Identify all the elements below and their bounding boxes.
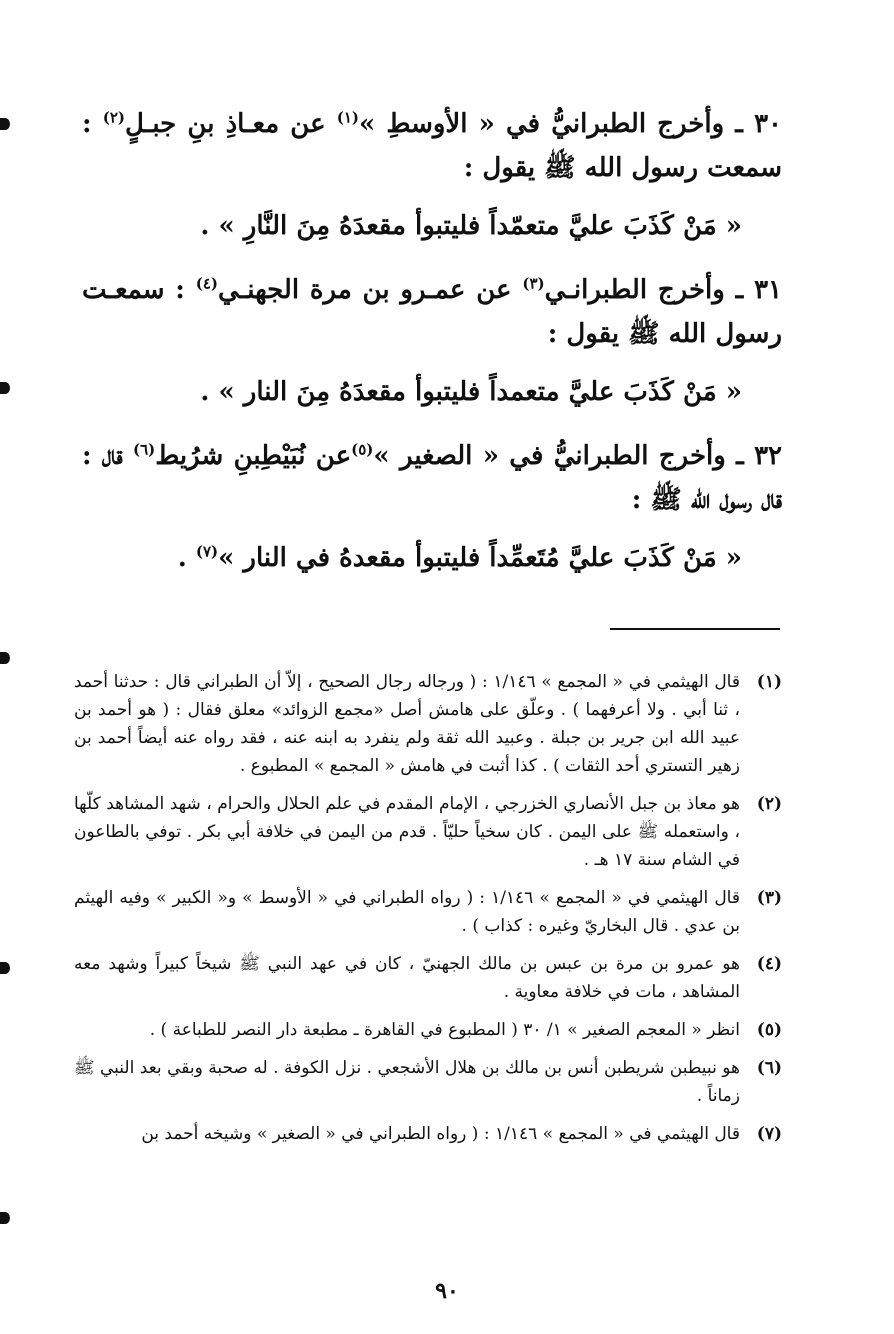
footnote-text: هو معاذ بن جبل الأنصاري الخزرجي ، الإمام المقدم في علم الحلال والحرام ، شهد المشاهد كلّها ، واستعمله ﷺ على اليمن . كان سخياً حليّاً . قدم من اليمن في خلافة أبي بكر . توفي بالطاعون في الشام سنة ١٧ هـ . — [74, 794, 740, 870]
footnote-1 — [74, 668, 782, 780]
hadith-32-narrator: عن نُبَيْطِبنِ شرُيط — [155, 441, 352, 471]
footnote-number: (٢) — [756, 794, 782, 814]
footnote-ref-4[interactable]: (٤) — [195, 274, 218, 293]
hadith-30 — [82, 102, 782, 190]
footnote-5 — [74, 1016, 782, 1044]
margin-mark-3 — [0, 652, 10, 664]
hadith-31-narrator: عن عمـرو بن مرة الجهنـي — [218, 275, 523, 305]
hadith-31-quote: « مَنْ كَذَبَ عليَّ متعمداً فليتبوأ مقعدَهُ مِنَ النار » . — [200, 377, 742, 407]
margin-mark-5 — [0, 1212, 10, 1224]
hadith-32-end: . — [177, 543, 196, 573]
footnote-ref-6[interactable]: (٦) — [132, 440, 156, 459]
hadith-32-tail: قال : قال رسول الله ﷺ : — [82, 441, 782, 515]
margin-mark-2 — [0, 382, 10, 394]
footnote-text: هو عمرو بن مرة بن عبس بن مالك الجهنيّ ، كان في عهد النبي ﷺ شيخاً كبيراً وشهد معه المشاهد ، مات في خلافة معاوية . — [74, 954, 740, 1002]
footnote-6 — [74, 1054, 782, 1110]
hadith-30-quote: « مَنْ كَذَبَ عليَّ متعمّداً فليتبوأ مقعدَهُ مِنَ النَّارِ » . — [200, 211, 742, 241]
footnote-ref-1[interactable]: (١) — [336, 108, 360, 127]
footnote-divider — [610, 628, 780, 630]
footnote-number: (٧) — [756, 1124, 782, 1144]
hadith-32-quote-text: « مَنْ كَذَبَ عليَّ مُتَعمِّداً فليتبوأ مقعدهُ في النار » — [218, 543, 742, 573]
footnote-2 — [74, 790, 782, 874]
footnote-ref-5[interactable]: (٥) — [351, 440, 374, 459]
page-number: ٩٠ — [435, 1278, 459, 1304]
hadith-30-intro: ٣٠ ـ وأخرج الطبرانيُّ في « الأوسطِ » — [359, 109, 782, 139]
hadith-31-tail: : سمعـت رسول الله ﷺ يقول : — [82, 275, 782, 349]
hadith-30-narrator: عن معـاذِ بنِ جبـلٍ — [125, 109, 337, 139]
footnotes — [74, 668, 782, 1158]
footnote-ref-7[interactable]: (٧) — [195, 542, 219, 561]
hadith-32-quote — [82, 536, 782, 580]
footnote-7 — [74, 1120, 782, 1148]
footnote-number: (١) — [756, 672, 782, 692]
hadith-30-tail: : سمعت رسول الله ﷺ يقول : — [82, 109, 782, 183]
footnote-number: (٦) — [756, 1058, 782, 1078]
footnote-number: (٥) — [756, 1020, 782, 1040]
footnote-text: قال الهيثمي في « المجمع » ١/١٤٦ : ( رواه الطبراني في « الصغير » وشيخه أحمد بن — [141, 1124, 740, 1144]
footnote-text: انظر « المعجم الصغير » ١/ ٣٠ ( المطبوع في القاهرة ـ مطبعة دار النصر للطباعة ) . — [149, 1020, 740, 1040]
margin-mark-1 — [0, 118, 10, 130]
footnote-number: (٣) — [756, 888, 782, 908]
hadith-31 — [82, 268, 782, 356]
footnote-ref-3[interactable]: (٣) — [522, 274, 545, 293]
margin-mark-4 — [0, 962, 10, 974]
footnote-4 — [74, 950, 782, 1006]
footnote-text: قال الهيثمي في « المجمع » ١/١٤٦ : ( ورجاله رجال الصحيح ، إلاّ أن الطبراني قال : حدثنا أحمد ، ثنا أبي . ولا أعرفهما ) . وعلّق على هامش أصل «مجمع الزوائد» معلق فقال : ( هو أحمد بن عبيد الله ابن جرير بن جبلة . وعبيد الله ثقة ولم ينفرد به ابنه عنه ، فقد رواه عنه أيضاً أحمد بن زهير التستري أحد الثقات ) . كذا أثبت في هامش « المجمع » المطبوع . — [74, 672, 740, 776]
footnote-3 — [74, 884, 782, 940]
hadith-32-intro: ٣٢ ـ وأخرج الطبرانيُّ في « الصغير » — [373, 441, 782, 471]
footnote-ref-2[interactable]: (٢) — [102, 108, 126, 127]
footnote-text: هو نبيطبن شريطبن أنس بن مالك بن هلال الأشجعي . نزل الكوفة . له صحبة وبقي بعد النبي ﷺ زماناً . — [74, 1058, 740, 1106]
footnote-number: (٤) — [756, 954, 782, 974]
main-text — [82, 102, 782, 600]
hadith-32 — [82, 434, 782, 522]
hadith-31-intro: ٣١ ـ وأخرج الطبرانـي — [544, 275, 782, 305]
footnote-text: قال الهيثمي في « المجمع » ١/١٤٦ : ( رواه الطبراني في « الأوسط » و« الكبير » وفيه الهيثم بن عدي . قال البخاريّ وغيره : كذاب ) . — [74, 888, 740, 936]
